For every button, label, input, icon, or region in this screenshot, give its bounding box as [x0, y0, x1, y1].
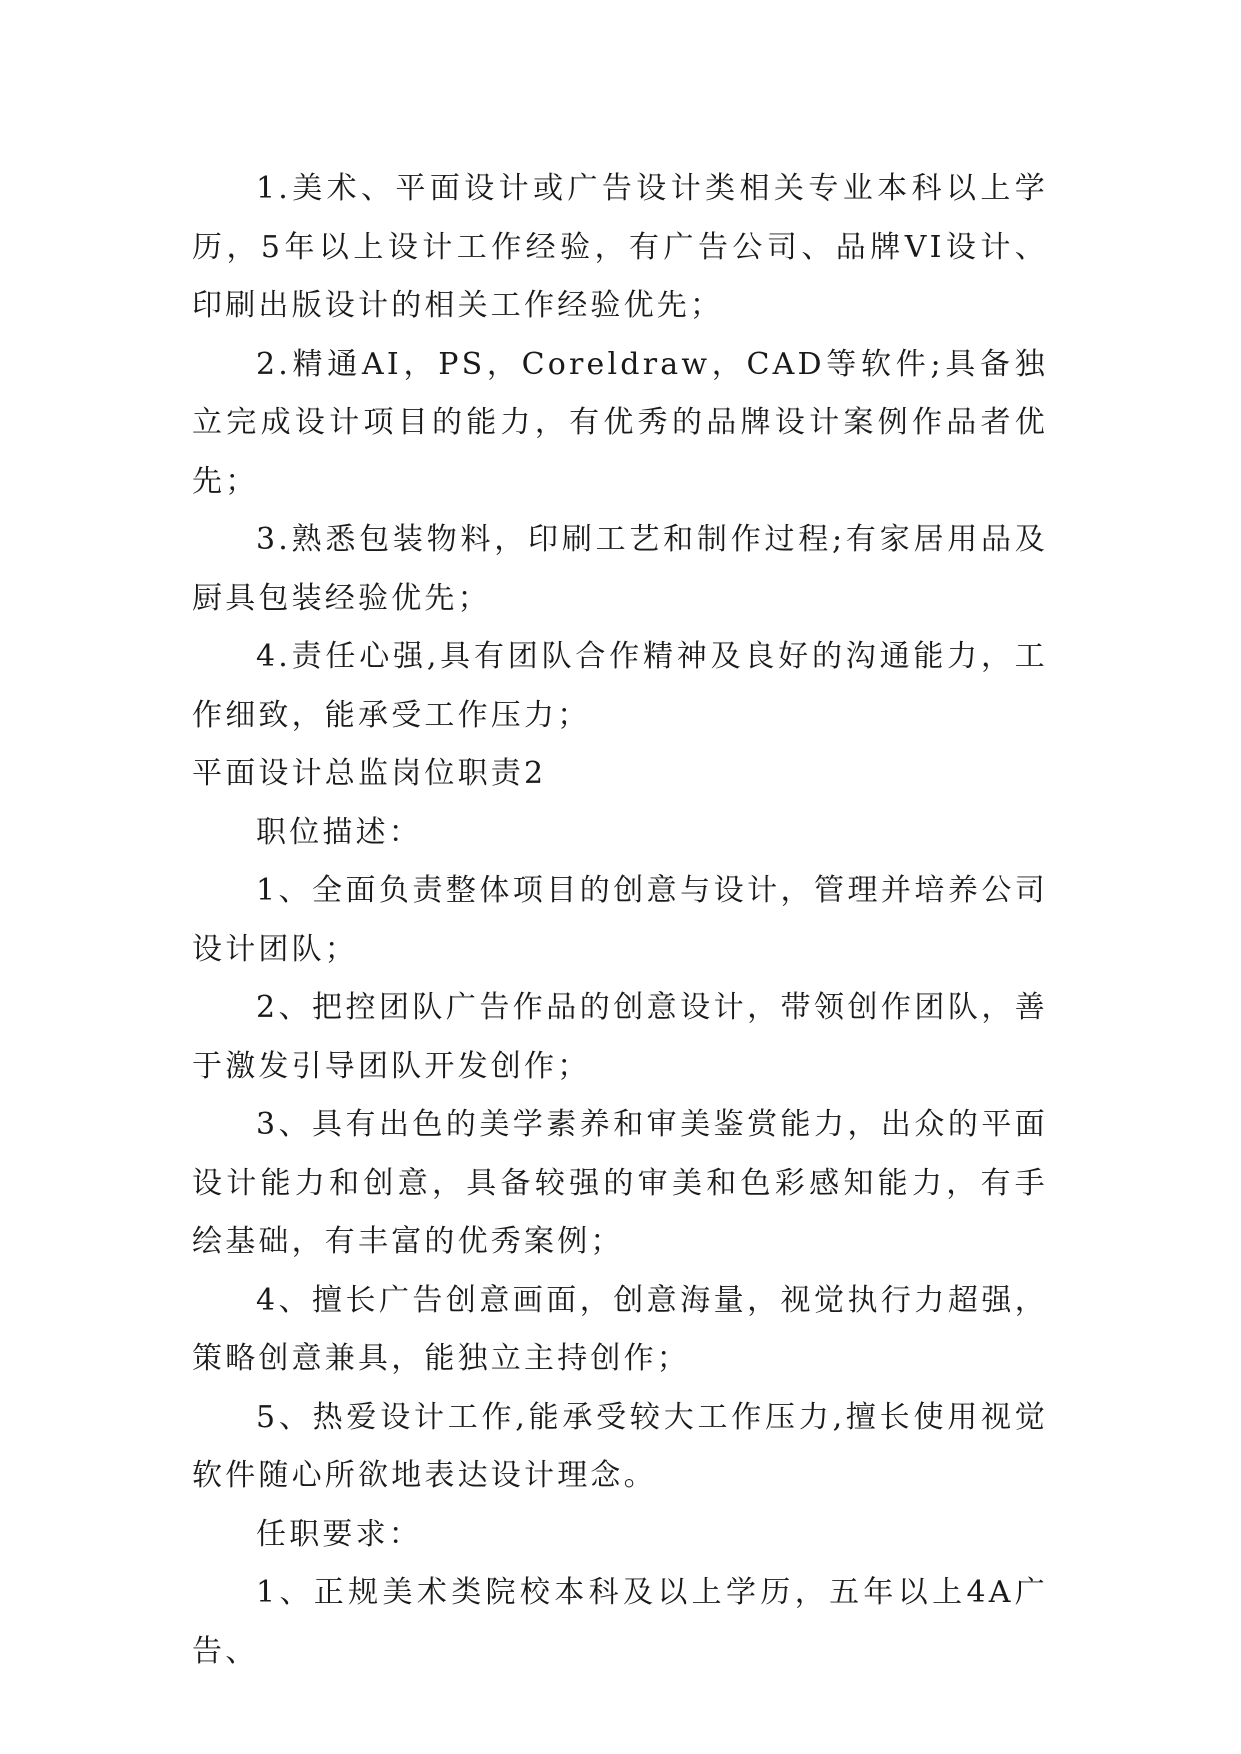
requirement-1: 1.美术、平面设计或广告设计类相关专业本科以上学历，5年以上设计工作经验，有广告公司、品牌VI设计、印刷出版设计的相关工作经验优先；: [192, 171, 1048, 323]
job-description-item-1: 1、全面负责整体项目的创意与设计，管理并培养公司设计团队；: [192, 873, 1048, 967]
job-description-item-4: 4、擅长广告创意画面，创意海量，视觉执行力超强，策略创意兼具，能独立主持创作；: [192, 1282, 1048, 1376]
job-description-item-3: 3、具有出色的美学素养和审美鉴赏能力，出众的平面设计能力和创意，具备较强的审美和色彩感知能力，有手绘基础，有丰富的优秀案例；: [192, 1107, 1048, 1259]
document-body: [192, 160, 1048, 1681]
qualifications-heading: 任职要求：: [256, 1516, 422, 1552]
job-description-item-5: 5、热爱设计工作,能承受较大工作压力,擅长使用视觉软件随心所欲地表达设计理念。: [192, 1399, 1048, 1493]
requirement-3: 3.熟悉包装物料，印刷工艺和制作过程;有家居用品及厨具包装经验优先；: [192, 522, 1048, 616]
job-description-item-2: 2、把控团队广告作品的创意设计，带领创作团队，善于激发引导团队开发创作；: [192, 990, 1048, 1084]
section-title: 平面设计总监岗位职责2: [192, 756, 547, 791]
job-description-heading: 职位描述：: [256, 814, 422, 850]
requirement-2: 2.精通AI，PS，Coreldraw，CAD等软件;具备独立完成设计项目的能力，有优秀的品牌设计案例作品者优先；: [192, 346, 1048, 499]
requirement-4: 4.责任心强,具有团队合作精神及良好的沟通能力，工作细致，能承受工作压力；: [192, 639, 1048, 733]
qualification-item-1: 1、正规美术类院校本科及以上学历，五年以上4A广告、: [192, 1575, 1048, 1669]
